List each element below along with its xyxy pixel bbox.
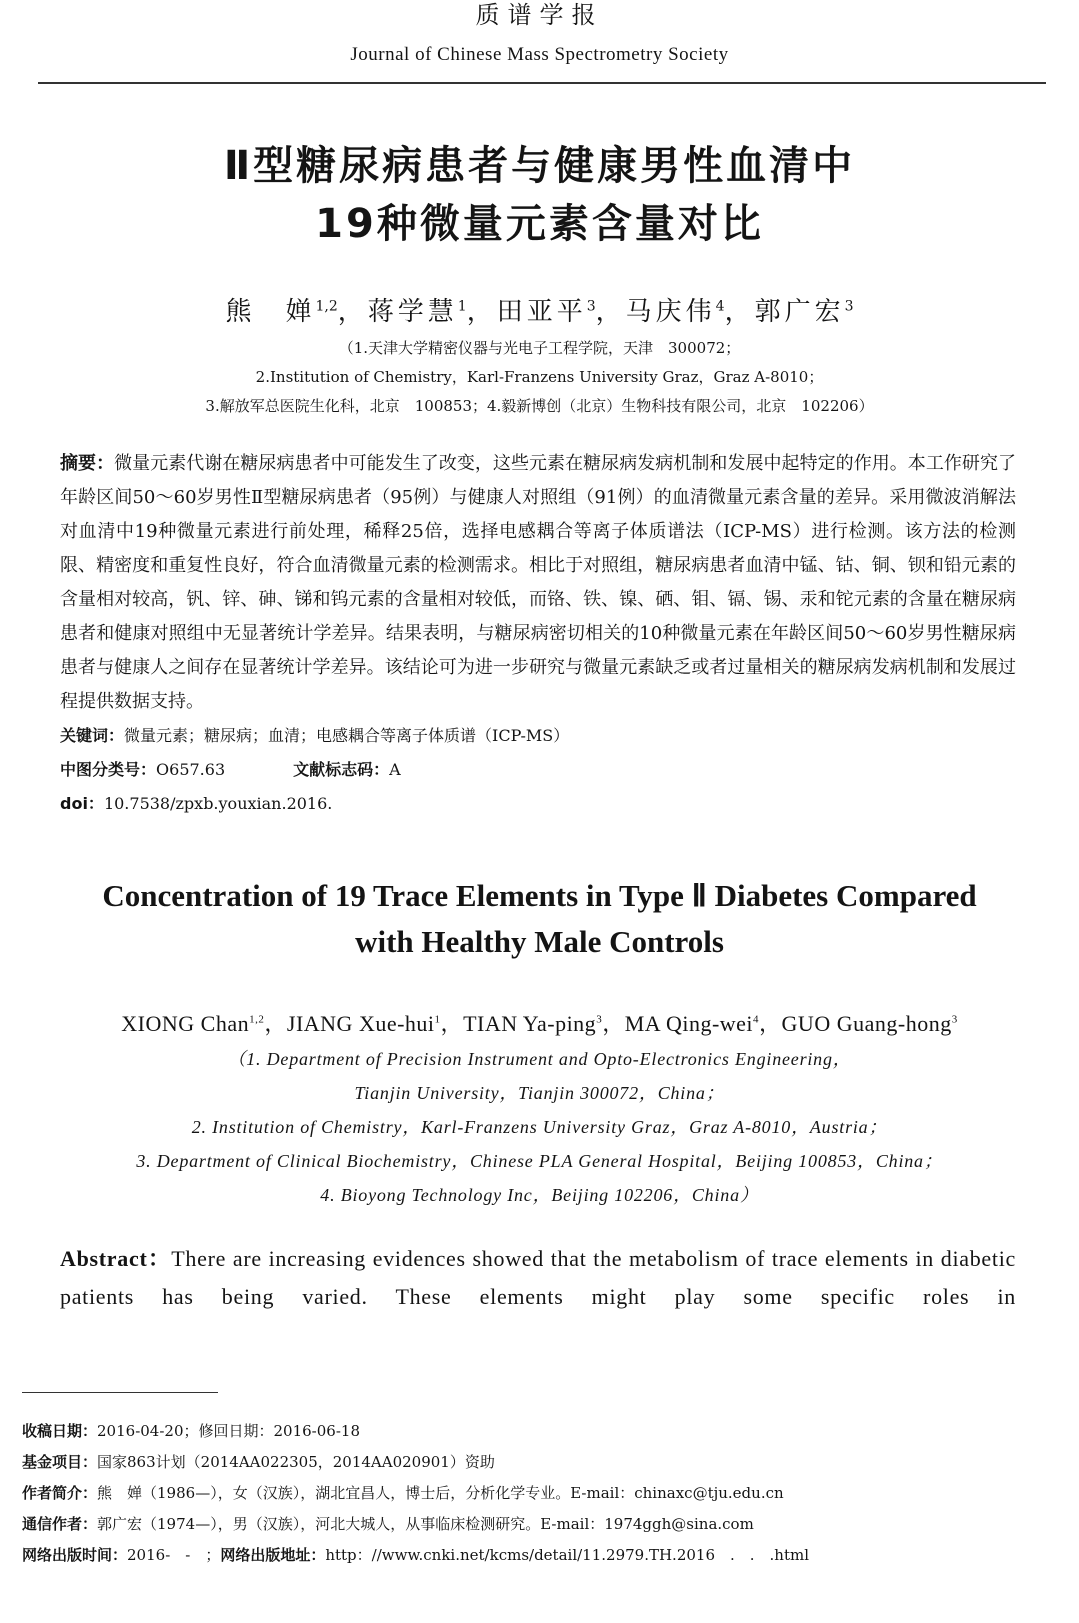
affil-sup: 1,2 — [315, 298, 338, 315]
abstract-cn — [60, 447, 1016, 719]
author-sep: ， — [466, 297, 497, 327]
footnote-author-bio — [22, 1478, 1059, 1509]
footnote-received — [22, 1416, 1059, 1447]
title-cn-line-1: Ⅱ型糖尿病患者与健康男性血清中 — [223, 143, 856, 189]
author-list-en — [0, 1007, 1079, 1038]
footnote-value: 熊 婵（1986—），女（汉族），湖北宜昌人，博士后，分析化学专业。E-mail：chinaxc@tju.edu.cn — [97, 1484, 784, 1502]
affil-sup: 1 — [457, 298, 467, 315]
author-name: 马庆伟 — [625, 297, 716, 327]
author-sep: ， — [595, 297, 626, 327]
footnote-label: 网络出版时间： — [22, 1546, 128, 1564]
author-name: 田亚平 — [496, 297, 587, 327]
doc-code-value: A — [389, 760, 401, 779]
footnote-value: 郭广宏（1974—），男（汉族），河北大城人，从事临床检测研究。E-mail：1974ggh@sina.com — [97, 1515, 754, 1533]
author-en — [287, 1011, 463, 1036]
author-name: MA Qing-wei — [624, 1011, 754, 1036]
footnote-value: 国家863计划（2014AA022305，2014AA020901）资助 — [97, 1453, 495, 1471]
author-name: XIONG Chan — [121, 1011, 250, 1036]
footnote-label: 基金项目： — [22, 1453, 98, 1471]
classification-line — [60, 753, 1016, 787]
author-cn — [225, 297, 367, 327]
footnote-online — [22, 1540, 1059, 1571]
affiliation-line: （1.天津大学精密仪器与光电子工程学院，天津 300072； — [338, 339, 741, 357]
author-sep: ， — [724, 297, 755, 327]
affil-sup: 4 — [715, 298, 725, 315]
affiliations-en — [0, 1042, 1079, 1212]
footnote-corresponding — [22, 1509, 1059, 1540]
author-sep: ， — [264, 1011, 287, 1036]
keywords — [60, 719, 1016, 753]
doi-label: doi： — [60, 794, 104, 813]
affil-sup: 1 — [434, 1013, 441, 1026]
author-name: 蒋学慧 — [367, 297, 458, 327]
author-sep: ， — [337, 297, 368, 327]
journal-name-en: Journal of Chinese Mass Spectrometry Society — [350, 44, 729, 65]
author-cn — [755, 297, 854, 327]
doi-value: 10.7538/zpxb.youxian.2016. — [103, 794, 333, 813]
affil-sup: 3 — [951, 1013, 958, 1026]
footnote-label: 网络出版地址： — [220, 1546, 326, 1564]
footnote-url[interactable]: http：//www.cnki.net/kcms/detail/11.2979.TH.2016 . . .html — [325, 1546, 810, 1564]
affiliation-line: 3. Department of Clinical Biochemistry，Chinese PLA General Hospital，Beijing 100853，China； — [136, 1151, 943, 1171]
affiliation-line: （1. Department of Precision Instrument and Opto-Electronics Engineering， — [227, 1049, 852, 1069]
affil-sup: 3 — [586, 298, 596, 315]
doc-code-label: 文献标志码： — [293, 760, 390, 779]
author-cn — [497, 297, 626, 327]
author-name: GUO Guang-hong — [781, 1011, 952, 1036]
author-name: 郭广宏 — [754, 297, 845, 327]
author-sep: ， — [759, 1011, 782, 1036]
author-list-cn — [0, 291, 1079, 328]
abstract-en-text: There are increasing evidences showed that the metabolism of trace elements in diabetic patients has being varied. These elements might play some specific roles in — [60, 1246, 1016, 1309]
header-divider — [38, 82, 1046, 84]
title-en-line-1: Concentration of 19 Trace Elements in Type Ⅱ Diabetes Compared — [102, 878, 977, 913]
author-en — [625, 1011, 782, 1036]
affiliation-line: Tianjin University，Tianjin 300072，China； — [354, 1083, 725, 1103]
footnote-divider — [22, 1392, 218, 1393]
abstract-cn-label: 摘要： — [60, 453, 115, 474]
affiliations-cn — [0, 334, 1079, 421]
article-title-cn — [0, 137, 1079, 253]
doi-line — [60, 787, 1016, 821]
article-title-en — [0, 873, 1079, 965]
keywords-label: 关键词： — [60, 726, 125, 745]
author-name: TIAN Ya-ping — [463, 1011, 597, 1036]
author-sep: ， — [440, 1011, 464, 1036]
author-en — [121, 1011, 287, 1036]
author-cn — [626, 297, 755, 327]
affiliation-line: 2. Institution of Chemistry，Karl-Franzens University Graz，Graz A-8010，Austria； — [191, 1117, 888, 1137]
title-cn-line-2: 19种微量元素含量对比 — [315, 201, 764, 247]
clc-label: 中图分类号： — [60, 760, 157, 779]
clc-value: O657.63 — [156, 760, 226, 779]
affil-sup: 3 — [844, 298, 854, 315]
footnotes — [22, 1416, 1059, 1571]
footnote-fund — [22, 1447, 1059, 1478]
affil-sup: 1,2 — [249, 1013, 265, 1026]
author-en — [463, 1011, 625, 1036]
affiliation-line: 4. Bioyong Technology Inc，Beijing 102206，China） — [320, 1185, 759, 1205]
author-en — [782, 1011, 958, 1036]
affiliation-line: 2.Institution of Chemistry，Karl-Franzens University Graz，Graz A-8010； — [255, 368, 824, 386]
abstract-en — [60, 1240, 1016, 1316]
author-sep: ， — [602, 1011, 625, 1036]
abstract-en-label: Abstract： — [60, 1246, 172, 1271]
author-cn — [368, 297, 497, 327]
abstract-cn-text: 微量元素代谢在糖尿病患者中可能发生了改变，这些元素在糖尿病发病机制和发展中起特定的作用。本工作研究了年龄区间50～60岁男性Ⅱ型糖尿病患者（95例）与健康人对照组（91例）的血清微量元素含量的差异。采用微波消解法对血清中19种微量元素进行前处理，稀释25倍，选择电感耦合等离子体质谱法（ICP-MS）进行检测。该方法的检测限、精密度和重复性良好，符合血清微量元素的检测需求。相比于对照组，糖尿病患者血清中锰、钴、铜、钡和铅元素的含量相对较高，钒、锌、砷、锑和钨元素的含量相对较低，而铬、铁、镍、硒、钼、镉、锡、汞和铊元素的含量在糖尿病患者和健康对照组中无显著统计学差异。结果表明，与糖尿病密切相关的10种微量元素在年龄区间50～60岁男性糖尿病患者与健康人之间存在显著统计学差异。该结论可为进一步研究与微量元素缺乏或者过量相关的糖尿病发病机制和发展过程提供数据支持。 — [60, 453, 1017, 712]
footnote-label: 通信作者： — [22, 1515, 98, 1533]
affil-sup: 3 — [596, 1013, 603, 1026]
affil-sup: 4 — [753, 1013, 760, 1026]
footnote-value: 2016-04-20；修回日期：2016-06-18 — [97, 1422, 360, 1440]
author-name: 熊 婵 — [225, 297, 316, 327]
footnote-label: 作者简介： — [22, 1484, 98, 1502]
footnote-value: 2016- - ； — [127, 1546, 221, 1564]
journal-name-cn: 质谱学报 — [475, 1, 604, 29]
footnote-label: 收稿日期： — [22, 1422, 98, 1440]
author-name: JIANG Xue-hui — [286, 1011, 435, 1036]
journal-header — [0, 0, 1079, 66]
title-en-line-2: with Healthy Male Controls — [355, 924, 724, 959]
keywords-text: 微量元素；糖尿病；血清；电感耦合等离子体质谱（ICP-MS） — [124, 726, 570, 745]
affiliation-line: 3.解放军总医院生化科，北京 100853；4.毅新博创（北京）生物科技有限公司，北京 102206） — [205, 397, 874, 415]
